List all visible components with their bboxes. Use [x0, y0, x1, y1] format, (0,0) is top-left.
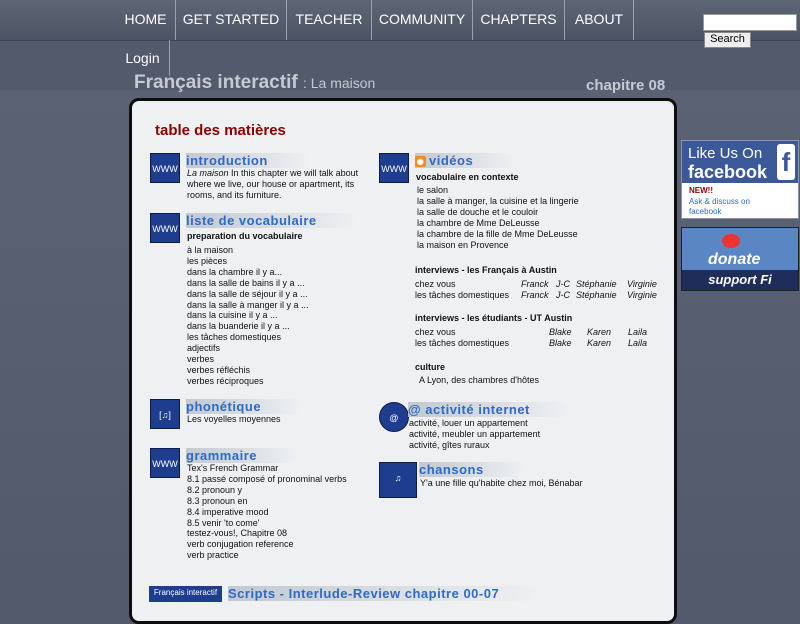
- ear-icon[interactable]: [♫]: [150, 399, 180, 429]
- vocab-item[interactable]: dans la buanderie il y a ...: [187, 321, 290, 332]
- interviews-ut-table: [415, 326, 647, 348]
- search-input[interactable]: [703, 14, 797, 31]
- section-activite-internet[interactable]: @ activité internet: [408, 402, 570, 417]
- vocab-item[interactable]: dans la cuisine il y a ...: [187, 310, 278, 321]
- vocab-item[interactable]: verbes réciproques: [187, 375, 264, 386]
- interview-link[interactable]: Karen: [587, 326, 612, 337]
- activite-item[interactable]: activité, louer un appartement: [409, 418, 528, 428]
- intro-line1: [187, 168, 358, 179]
- grammaire-item[interactable]: verb conjugation reference: [187, 539, 294, 550]
- interview-topic: les tâches domestiques: [415, 289, 510, 300]
- scripts-logo-icon[interactable]: Français interactif: [149, 586, 222, 602]
- chapter-number: chapitre 08: [586, 77, 666, 94]
- interview-link[interactable]: Karen: [587, 337, 612, 348]
- interview-link[interactable]: Virginie: [627, 278, 657, 289]
- grammaire-item[interactable]: 8.5 venir 'to come': [187, 517, 260, 528]
- interview-link[interactable]: Laila: [628, 326, 648, 337]
- interview-link[interactable]: Virginie: [627, 289, 657, 300]
- site-title-text: Français interactif: [134, 72, 298, 93]
- donate-label: donate: [708, 251, 761, 268]
- interview-link[interactable]: Stéphanie: [576, 278, 617, 289]
- toc-title: table des matières: [155, 122, 286, 139]
- interview-topic: chez vous: [415, 278, 456, 289]
- video-item[interactable]: le salon: [417, 185, 449, 195]
- video-item[interactable]: la chambre de Mme DeLeusse: [417, 217, 540, 228]
- nav-teacher[interactable]: TEACHER: [287, 0, 372, 40]
- vocab-item[interactable]: dans la salle de bains il y a ...: [187, 277, 305, 288]
- video-item[interactable]: la chambre de la fille de Mme DeLeusse: [417, 228, 578, 239]
- table-row: [415, 278, 657, 289]
- vocab-item[interactable]: dans la salle à manger il y a ...: [187, 299, 309, 310]
- vocab-item[interactable]: les tâches domestiques: [187, 332, 282, 343]
- vocab-subheading: preparation du vocabulaire: [187, 231, 303, 241]
- grammaire-list: [187, 463, 347, 561]
- chapter-subtitle: : La maison: [302, 75, 376, 91]
- site-title: [134, 72, 375, 94]
- interviews-fr-table: [415, 278, 657, 300]
- facebook-box[interactable]: [681, 140, 799, 219]
- video-book-icon[interactable]: WWW: [379, 153, 409, 183]
- nav-about[interactable]: ABOUT: [565, 0, 634, 40]
- top-navbar: [0, 0, 800, 41]
- section-grammaire[interactable]: grammaire: [186, 448, 297, 463]
- chansons-list: [420, 478, 583, 489]
- facebook-f-icon: f: [777, 144, 795, 180]
- donate-support-label: support Fi: [682, 270, 798, 290]
- nav-community[interactable]: COMMUNITY: [372, 0, 473, 40]
- grammaire-item[interactable]: 8.3 pronoun en: [187, 495, 248, 506]
- facebook-brand: facebook: [688, 162, 768, 182]
- phonetique-item[interactable]: Les voyelles moyennes: [187, 414, 281, 424]
- interview-link[interactable]: J-C: [556, 278, 570, 289]
- vocab-item[interactable]: à la maison: [187, 245, 234, 255]
- activite-list: [409, 418, 540, 451]
- section-phonetique[interactable]: phonétique: [186, 399, 301, 414]
- grammaire-item[interactable]: 8.4 imperative mood: [187, 506, 269, 517]
- interview-link[interactable]: Laila: [628, 337, 648, 348]
- section-chansons[interactable]: chansons: [419, 462, 524, 477]
- section-vocabulaire[interactable]: liste de vocabulaire: [186, 213, 357, 228]
- search-button[interactable]: Search: [704, 32, 751, 48]
- intro-line3: rooms, and its furniture.: [187, 190, 282, 200]
- phonetique-list: [187, 414, 281, 425]
- facebook-ask-line2: facebook: [689, 207, 722, 216]
- rss-icon[interactable]: ◉: [416, 157, 425, 166]
- notebook-icon[interactable]: WWW: [150, 213, 180, 243]
- globe-person-icon[interactable]: @: [379, 402, 409, 432]
- interview-link[interactable]: Franck: [521, 289, 549, 300]
- grammaire-item[interactable]: testez-vous!, Chapitre 08: [187, 528, 288, 539]
- grammaire-item[interactable]: 8.2 pronoun y: [187, 484, 243, 495]
- interview-link[interactable]: Franck: [521, 278, 549, 289]
- culture-list: [419, 375, 539, 386]
- intro-text1: In this chapter we will talk about: [228, 168, 359, 178]
- facebook-new-badge: NEW!!: [689, 186, 713, 195]
- table-row: [415, 337, 647, 348]
- donate-button[interactable]: [681, 227, 799, 291]
- nav-login[interactable]: Login: [116, 40, 170, 76]
- activite-item[interactable]: activité, meubler un appartement: [409, 428, 541, 439]
- interview-link[interactable]: Blake: [549, 337, 572, 348]
- section-introduction[interactable]: introduction: [186, 153, 308, 168]
- video-item[interactable]: la maison en Provence: [417, 239, 509, 250]
- interview-link[interactable]: Stéphanie: [576, 289, 617, 300]
- grammaire-item[interactable]: verb practice: [187, 550, 239, 561]
- videos-heading-text: vidéos: [429, 153, 474, 168]
- video-item[interactable]: la salle de douche et le couloir: [417, 206, 539, 217]
- chanson-item[interactable]: Y'a une fille qu'habite chez moi, Bénabar: [420, 478, 583, 488]
- www-book-icon[interactable]: WWW: [150, 153, 180, 183]
- facebook-like-text: Like Us On: [688, 145, 763, 162]
- music-note-icon[interactable]: ♫: [379, 462, 417, 498]
- nav-get-started[interactable]: GET STARTED: [176, 0, 287, 40]
- activite-item[interactable]: activité, gîtes ruraux: [409, 439, 490, 450]
- facebook-banner[interactable]: [682, 141, 798, 183]
- vocab-item[interactable]: verbes réfléchis: [187, 364, 251, 375]
- vocab-list: [187, 245, 309, 387]
- donate-ball-icon: [722, 234, 740, 248]
- video-item[interactable]: la salle à manger, la cuisine et la lingerie: [417, 195, 579, 206]
- interview-topic: les tâches domestiques: [415, 337, 510, 348]
- facebook-ask-line1: Ask & discuss on: [689, 197, 750, 206]
- vocab-item[interactable]: dans la chambre il y a...: [187, 266, 283, 277]
- interview-link[interactable]: Blake: [549, 326, 572, 337]
- grammaire-item[interactable]: Tex's French Grammar: [187, 463, 279, 473]
- table-row: [415, 289, 657, 300]
- interview-link[interactable]: J-C: [556, 289, 570, 300]
- interview-topic: chez vous: [415, 326, 456, 337]
- vocab-item[interactable]: dans la salle de séjour il y a ...: [187, 288, 308, 299]
- section-scripts[interactable]: Scripts - Interlude-Review chapitre 00-07: [228, 586, 539, 601]
- grammar-book-icon[interactable]: WWW: [150, 448, 180, 478]
- grammaire-item[interactable]: 8.1 passé composé of pronominal verbs: [187, 473, 347, 484]
- intro-line2: where we live, our house or apartment, its: [187, 179, 355, 189]
- interviews-ut-heading: interviews - les étudiants - UT Austin: [415, 313, 573, 323]
- nav-home[interactable]: HOME: [116, 0, 176, 40]
- nav-chapters[interactable]: CHAPTERS: [473, 0, 565, 40]
- videos-subheading: vocabulaire en contexte: [416, 172, 519, 182]
- intro-italic: La maison: [187, 168, 229, 178]
- vocab-item[interactable]: les pièces: [187, 255, 228, 266]
- culture-item[interactable]: A Lyon, des chambres d'hôtes: [419, 375, 539, 385]
- vocab-item[interactable]: adjectifs: [187, 343, 221, 354]
- videos-list: [417, 185, 579, 250]
- culture-heading: culture: [415, 362, 446, 372]
- facebook-ask-link[interactable]: [689, 197, 750, 217]
- vocab-item[interactable]: verbes: [187, 354, 215, 365]
- table-row: [415, 326, 647, 337]
- interviews-fr-heading: interviews - les Français à Austin: [415, 265, 557, 275]
- section-videos[interactable]: [415, 153, 513, 168]
